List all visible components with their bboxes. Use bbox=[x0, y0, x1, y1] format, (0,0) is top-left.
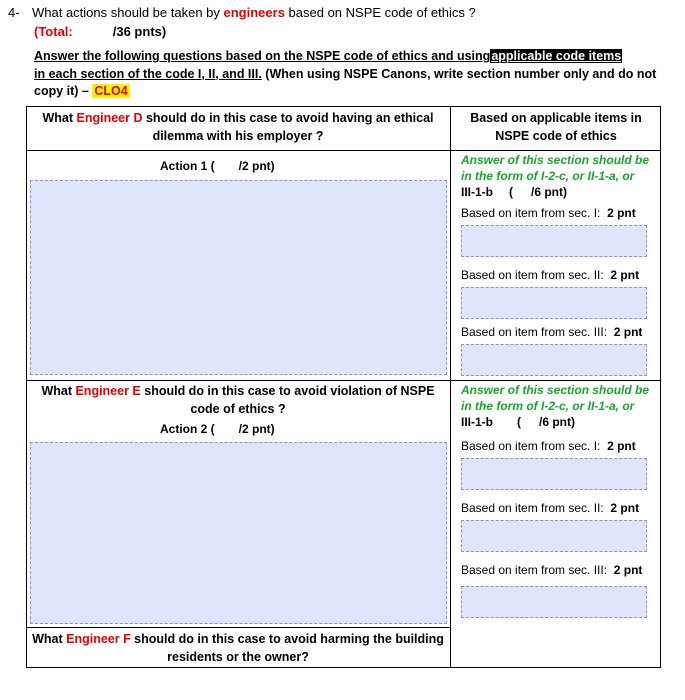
sec2-answer-field-2[interactable] bbox=[461, 520, 647, 552]
question-heading bbox=[8, 5, 476, 20]
answer-note-2-tail: III-1-b bbox=[461, 415, 493, 429]
action-2-label bbox=[160, 420, 320, 438]
sec2-line-1 bbox=[461, 268, 639, 282]
question-text-after: based on NSPE code of ethics ? bbox=[284, 5, 476, 20]
question-engineers: engineers bbox=[223, 5, 285, 20]
q3-post: should do in this case to avoid harming the building residents or the owner? bbox=[130, 632, 444, 664]
engineer-e-label: Engineer E bbox=[75, 384, 141, 398]
answer-note-2 bbox=[461, 382, 657, 430]
header-right-text: Based on applicable items in NSPE code of ethics bbox=[470, 111, 642, 143]
sec3-line-2 bbox=[461, 563, 642, 577]
action2-pts: /2 pnt) bbox=[238, 422, 275, 436]
sec2-label-2: Based on item from sec. II: bbox=[461, 501, 604, 515]
sec3-answer-field-2[interactable] bbox=[461, 586, 647, 618]
answer-note-1 bbox=[461, 152, 657, 200]
engineer-d-label: Engineer D bbox=[76, 111, 143, 125]
row-line-3 bbox=[26, 627, 450, 628]
answer-note-2-open: ( bbox=[517, 415, 521, 429]
instr-highlighted: applicable code items bbox=[491, 49, 622, 63]
q1-post: should do in this case to avoid having an ethical dilemma with his employer ? bbox=[142, 111, 434, 143]
answer-note-1-pts: /6 pnt) bbox=[531, 185, 567, 199]
question-engineer-f bbox=[30, 630, 446, 666]
answer-note-1-open: ( bbox=[509, 185, 513, 199]
action1-text: Action 1 ( bbox=[160, 159, 215, 173]
instructions bbox=[34, 48, 664, 101]
clo-badge: CLO4 bbox=[94, 84, 128, 98]
sec3-pts-1: 2 pnt bbox=[613, 325, 643, 339]
engineer-f-label: Engineer F bbox=[66, 632, 131, 646]
question-number: 4- bbox=[8, 5, 20, 20]
action-2-answer-field[interactable] bbox=[30, 442, 447, 624]
action-1-label bbox=[160, 157, 320, 175]
answer-note-2-text: Answer of this section should be in the form of I-2-c, or II-1-a, or bbox=[461, 383, 650, 413]
sec3-line-1 bbox=[461, 325, 642, 339]
answer-note-1-tail: III-1-b bbox=[461, 185, 493, 199]
total-points bbox=[34, 24, 166, 39]
action2-text: Action 2 ( bbox=[160, 422, 215, 436]
sec1-line-1 bbox=[461, 206, 636, 220]
sec1-label-2: Based on item from sec. I: bbox=[461, 439, 601, 453]
instr-underlined-2: in each section of the code I, II, and III. bbox=[34, 66, 262, 81]
column-divider bbox=[450, 106, 451, 667]
question-engineer-e bbox=[30, 382, 446, 418]
answer-note-2-pts: /6 pnt) bbox=[539, 415, 575, 429]
question-engineer-d bbox=[30, 109, 446, 145]
sec3-pts-2: 2 pnt bbox=[613, 563, 643, 577]
q3-pre: What bbox=[32, 632, 67, 646]
sec1-answer-field-1[interactable] bbox=[461, 225, 647, 257]
q2-pre: What bbox=[41, 384, 76, 398]
total-value: /36 pnts) bbox=[112, 24, 167, 39]
sec2-pts-1: 2 pnt bbox=[610, 268, 640, 282]
sec1-label-1: Based on item from sec. I: bbox=[461, 206, 601, 220]
sec3-answer-field-1[interactable] bbox=[461, 344, 647, 376]
sec3-label-1: Based on item from sec. III: bbox=[461, 325, 608, 339]
sec1-answer-field-2[interactable] bbox=[461, 458, 647, 490]
sec2-answer-field-1[interactable] bbox=[461, 287, 647, 319]
instr-rest: (When using NSPE Canons, write section number only and do not copy it) – bbox=[34, 66, 657, 98]
row-line-1 bbox=[26, 150, 660, 151]
action1-pts: /2 pnt) bbox=[238, 159, 275, 173]
instr-underlined: Answer the following questions based on the NSPE code of ethics and using bbox=[34, 49, 491, 63]
q2-post: should do in this case to avoid violation of NSPE code of ethics ? bbox=[140, 384, 435, 416]
sec1-line-2 bbox=[461, 439, 636, 453]
sec2-pts-2: 2 pnt bbox=[610, 501, 640, 515]
row-line-2 bbox=[26, 380, 660, 381]
q1-pre: What bbox=[42, 111, 77, 125]
sec2-label-1: Based on item from sec. II: bbox=[461, 268, 604, 282]
action-1-answer-field[interactable] bbox=[30, 180, 447, 375]
total-label: (Total: bbox=[34, 24, 73, 39]
sec1-pts-2: 2 pnt bbox=[607, 439, 636, 453]
sec2-line-2 bbox=[461, 501, 639, 515]
sec3-label-2: Based on item from sec. III: bbox=[461, 563, 608, 577]
header-right bbox=[458, 109, 654, 145]
answer-note-1-text: Answer of this section should be in the form of I-2-c, or II-1-a, or bbox=[461, 153, 650, 183]
sec1-pts-1: 2 pnt bbox=[607, 206, 636, 220]
question-text-before: What actions should be taken by bbox=[32, 5, 224, 20]
